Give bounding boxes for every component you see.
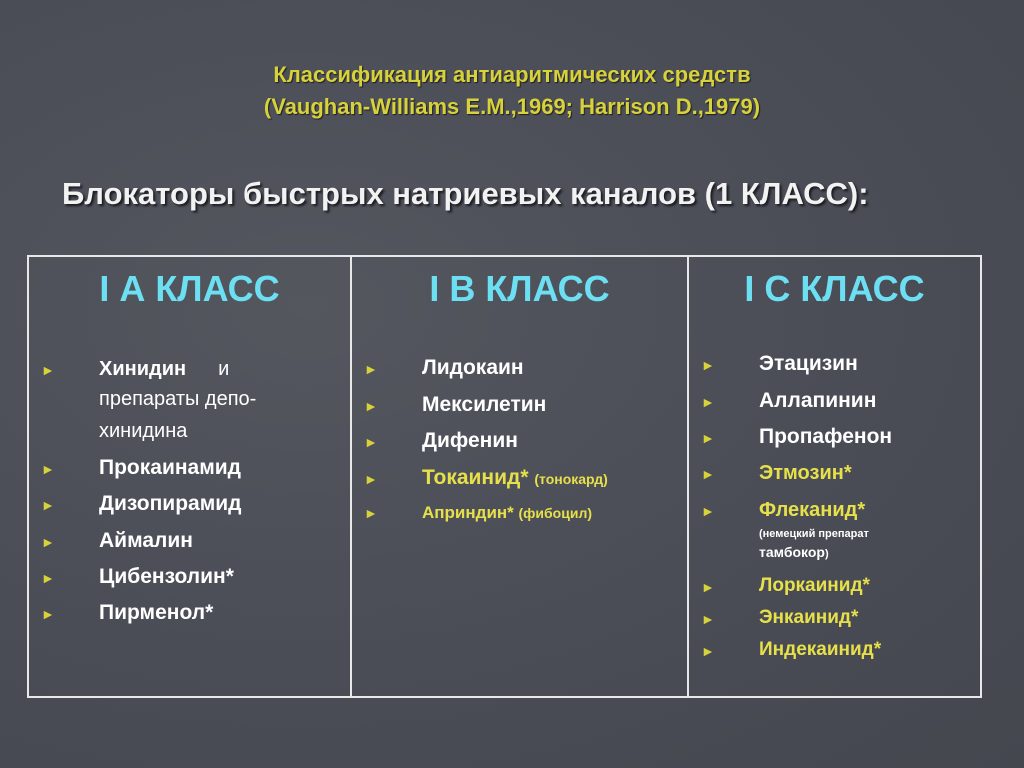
bullet-icon: ► [701, 611, 715, 627]
column-heading-ic: I С КЛАСС [744, 268, 925, 309]
drug-quinidine: Хинидин и [99, 358, 230, 380]
column-heading-ib: I В КЛАСС [429, 268, 610, 309]
drug-lorcainide: Лоркаинид* [759, 575, 870, 596]
bullet-icon: ► [41, 606, 55, 622]
bullet-icon: ► [364, 361, 378, 377]
bullet-icon: ► [701, 466, 715, 482]
column-class-ic [689, 257, 980, 696]
drug-quinidine-line2: препараты депо- [99, 388, 257, 410]
drug-tocainide: Токаинид* (тонокард) [422, 466, 608, 489]
slide-title-line2: (Vaughan-Williams E.M.,1969; Harrison D.,1979) [263, 94, 761, 119]
bullet-icon: ► [41, 461, 55, 477]
classification-table [27, 255, 982, 698]
column-class-ia [29, 257, 352, 696]
drug-flecainide: Флеканид* [759, 499, 866, 521]
drug-propafenone: Пропафенон [759, 425, 893, 448]
drug-encainide: Энкаинид* [759, 607, 859, 628]
flecainide-note-line2: тамбокор) [759, 544, 829, 560]
bullet-icon: ► [364, 398, 378, 414]
drug-indecainide: Индекаинид* [759, 639, 882, 660]
bullet-icon: ► [701, 394, 715, 410]
bullet-icon: ► [364, 471, 378, 487]
drug-phenytoin: Дифенин [422, 429, 518, 452]
drug-disopyramide: Дизопирамид [99, 492, 242, 515]
column-heading-ia: I А КЛАСС [99, 268, 280, 309]
drug-procainamide: Прокаинамид [99, 456, 241, 479]
bullet-icon: ► [701, 503, 715, 519]
flecainide-note-line1: (немецкий препарат [759, 528, 869, 540]
bullet-icon: ► [701, 643, 715, 659]
bullet-icon: ► [41, 497, 55, 513]
bullet-icon: ► [41, 362, 55, 378]
bullet-icon: ► [364, 434, 378, 450]
drug-moricizine: Этмозин* [759, 462, 852, 484]
drug-quinidine-line3: хинидина [99, 420, 188, 442]
drug-lidocaine: Лидокаин [422, 356, 524, 379]
bullet-icon: ► [701, 357, 715, 373]
column-class-ib [352, 257, 689, 696]
drug-cibenzoline: Цибензолин* [99, 565, 234, 588]
drug-ajmaline: Аймалин [99, 529, 193, 552]
bullet-icon: ► [701, 430, 715, 446]
bullet-icon: ► [364, 505, 378, 521]
bullet-icon: ► [41, 534, 55, 550]
drug-aprindine: Априндин* (фибоцил) [422, 503, 593, 522]
drug-etacizine: Этацизин [759, 352, 858, 375]
bullet-icon: ► [701, 579, 715, 595]
bullet-icon: ► [41, 570, 55, 586]
drug-pirmenol: Пирменол* [99, 601, 214, 624]
slide-subtitle: Блокаторы быстрых натриевых каналов (1 КЛАСС): [62, 176, 869, 211]
drug-mexiletine: Мексилетин [422, 393, 547, 416]
slide-title-line1: Классификация антиаритмических средств [273, 62, 751, 87]
drug-allapinin: Аллапинин [759, 389, 877, 412]
